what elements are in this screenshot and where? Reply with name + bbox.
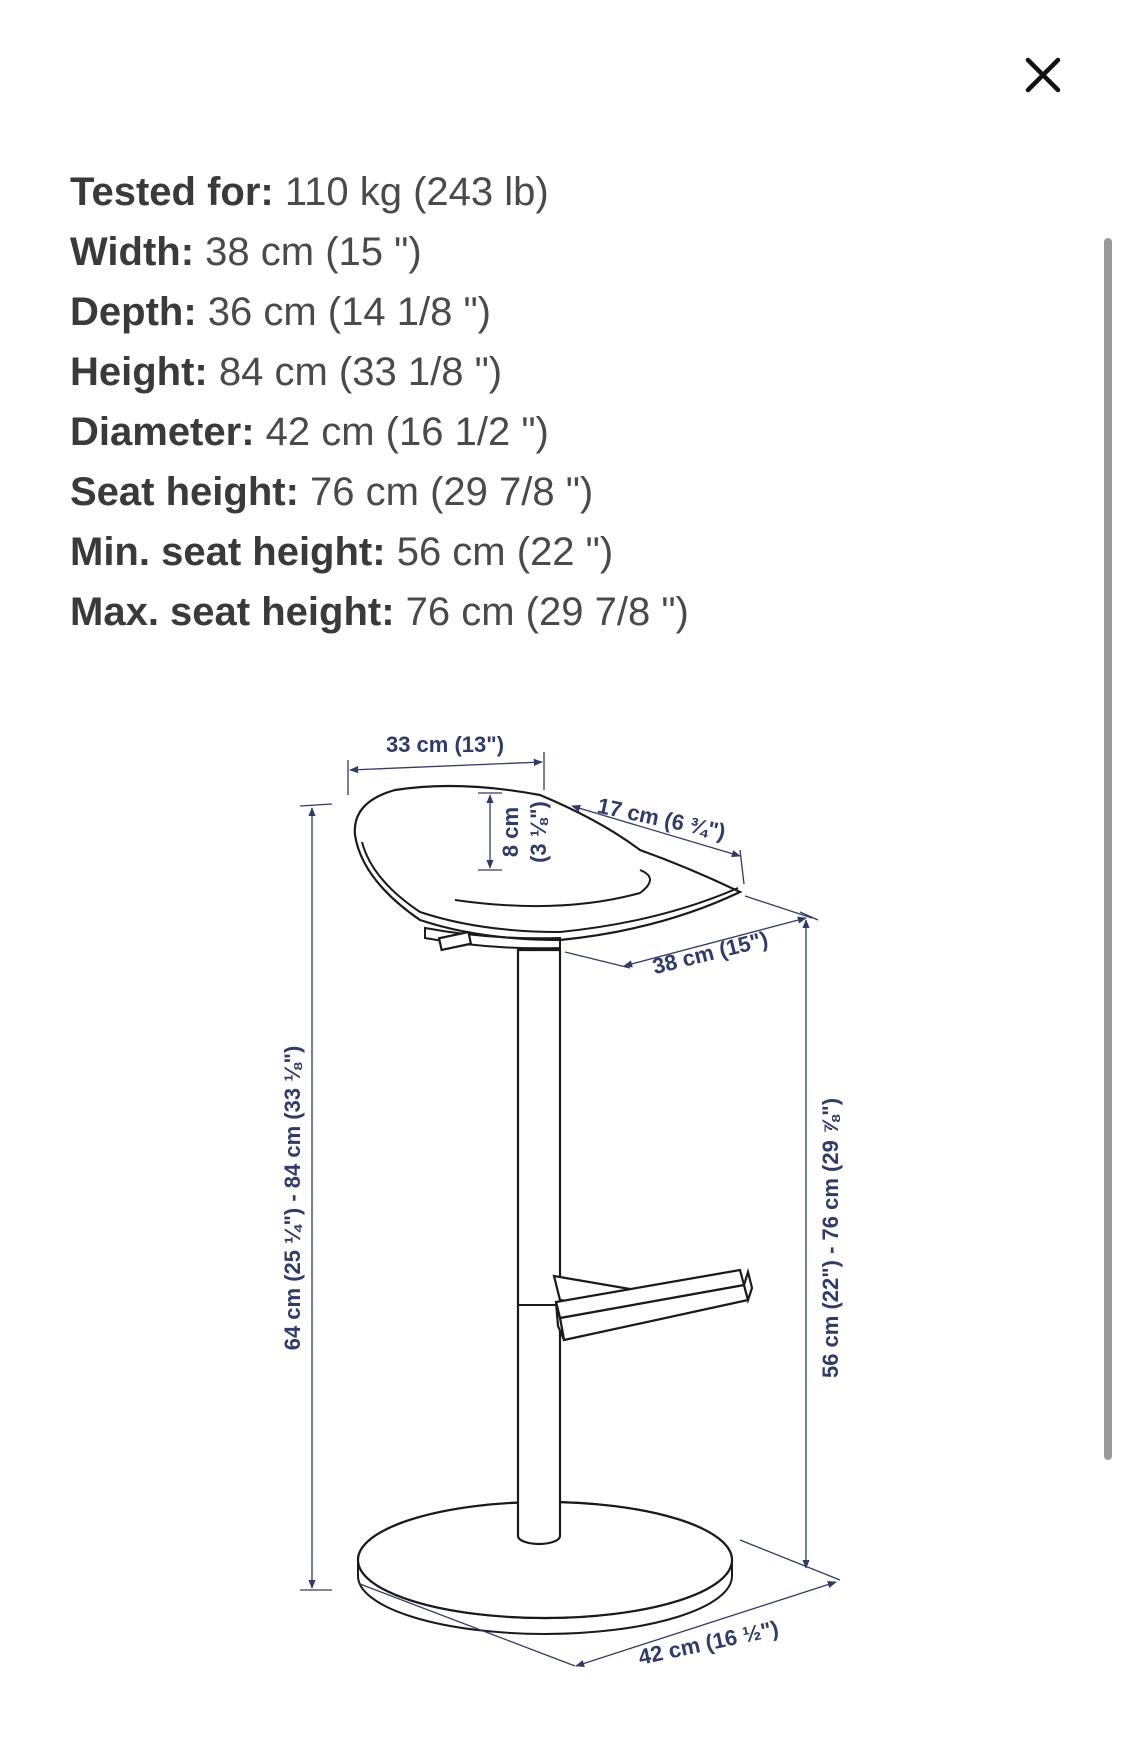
spec-label: Tested for: [70, 170, 274, 214]
spec-label: Diameter: [70, 410, 255, 454]
spec-value: 38 cm (15 ") [205, 230, 422, 274]
spec-label: Depth: [70, 290, 197, 334]
label-seat-thickness-cm: 8 cm [498, 806, 523, 858]
label-seat-thickness-in: (3 ⅛") [526, 801, 551, 863]
label-total-height: 64 cm (25 ¼") - 84 cm (33 ⅛") [280, 1045, 305, 1351]
label-seat-depth: 38 cm (15") [649, 926, 771, 980]
spec-value: 36 cm (14 1/8 ") [207, 290, 491, 334]
spec-value: 56 cm (22 ") [396, 530, 614, 574]
dim-seat-height [740, 912, 843, 1580]
spec-value: 76 cm (29 7/8 ") [310, 470, 594, 514]
label-base-diameter: 42 cm (16 ½") [636, 1615, 781, 1670]
spec-label: Height: [70, 350, 208, 394]
spec-label: Max. seat height: [70, 590, 395, 634]
spec-label: Seat height: [70, 470, 299, 514]
label-seat-height: 56 cm (22") - 76 cm (29 ⅞") [818, 1097, 843, 1379]
stool-footrest [554, 1270, 752, 1340]
spec-value: 76 cm (29 7/8 ") [405, 590, 689, 634]
label-seat-width: 33 cm (13") [385, 732, 505, 757]
stool-column [518, 950, 560, 1544]
label-seat-lip: 17 cm (6 ¾") [595, 792, 728, 845]
dim-total-height [280, 804, 332, 1590]
spec-label: Min. seat height: [70, 530, 386, 574]
spec-value: 42 cm (16 1/2 ") [265, 410, 549, 454]
spec-label: Width: [70, 230, 195, 274]
spec-value: 84 cm (33 1/8 ") [218, 350, 503, 394]
spec-value: 110 kg (243 lb) [284, 170, 549, 214]
